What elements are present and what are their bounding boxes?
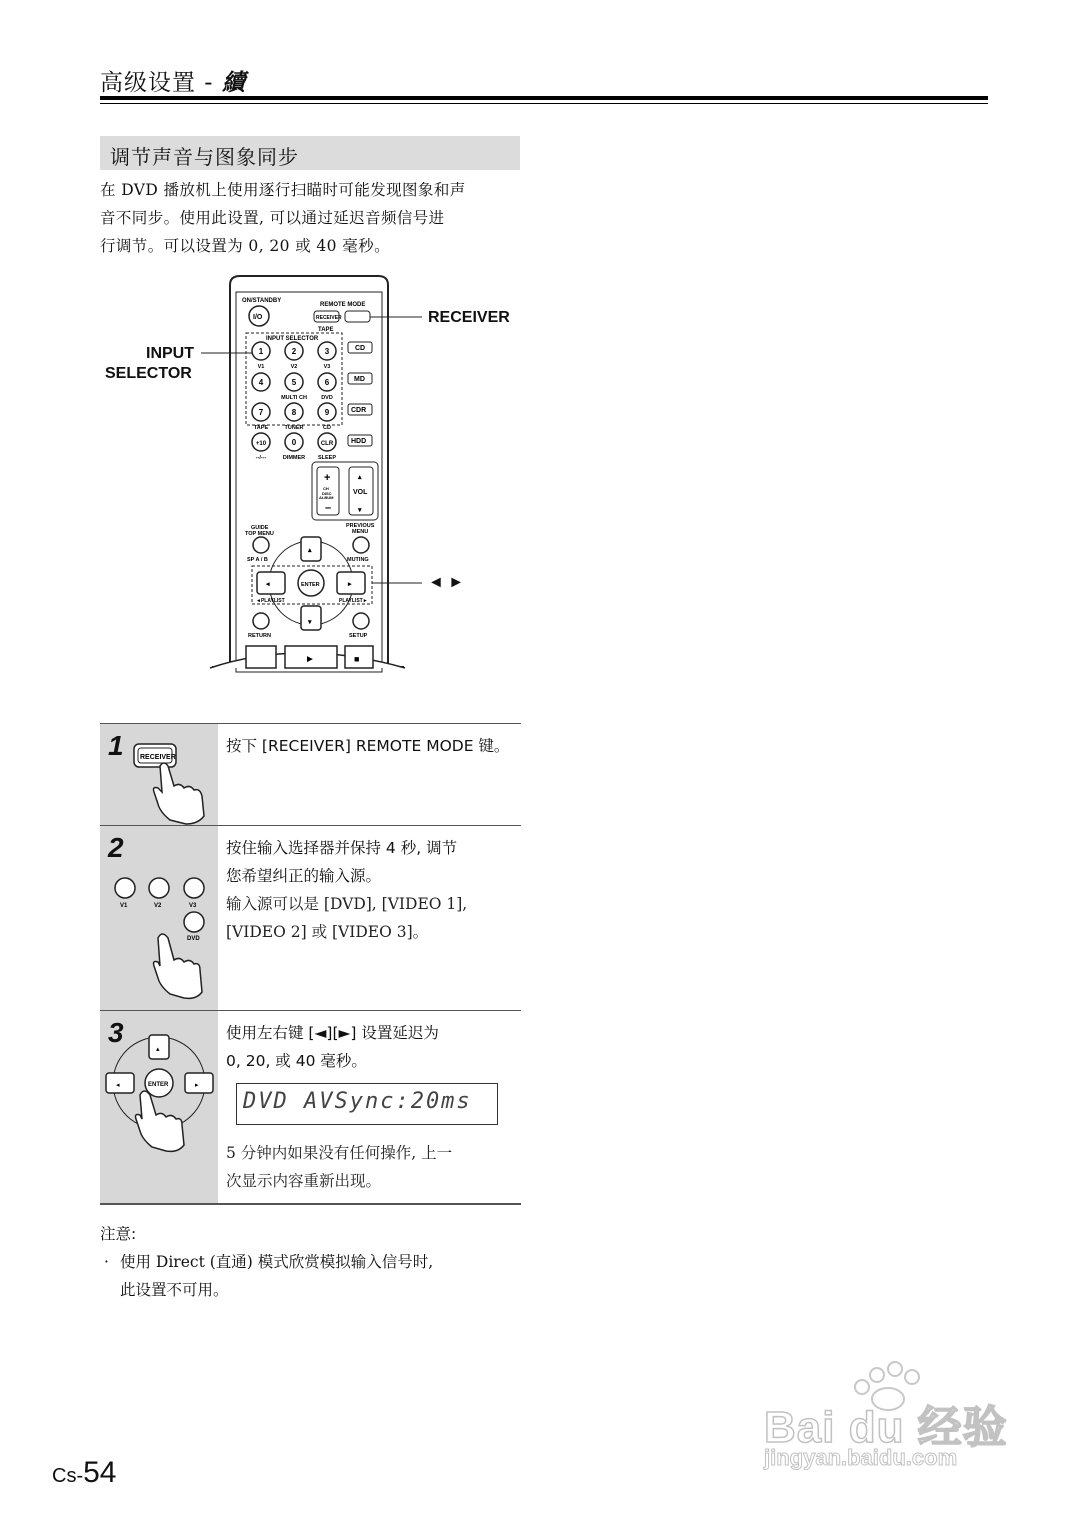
section-title: 调节声音与图象同步 bbox=[110, 145, 299, 169]
callout-selector: SELECTOR bbox=[105, 365, 192, 382]
numpad-sub-label: CD bbox=[323, 425, 331, 431]
down-btn bbox=[301, 606, 321, 630]
step-detail: 输入源可以是 [DVD], [VIDEO 1], bbox=[226, 895, 468, 913]
svg-text:GUIDE: GUIDE bbox=[251, 525, 269, 531]
svg-text:▾: ▾ bbox=[308, 619, 312, 626]
note-bullet: · bbox=[104, 1253, 109, 1271]
note-line: 使用 Direct (直通) 模式欣赏模拟输入信号时, bbox=[120, 1253, 434, 1271]
svg-text:ALBUM: ALBUM bbox=[319, 495, 334, 500]
numpad-button-label: +10 bbox=[255, 441, 267, 447]
step-2-text bbox=[226, 834, 516, 946]
intro-line: 行调节。可以设置为 0, 20 或 40 毫秒。 bbox=[100, 237, 390, 255]
dpad-press-icon bbox=[100, 1011, 218, 1204]
svg-text:▴: ▴ bbox=[308, 547, 312, 554]
numpad-button-label: 2 bbox=[291, 347, 297, 356]
step-instruction: 使用左右键 [◄][►] 设置延迟为 bbox=[226, 1024, 439, 1042]
cdr-btn-label: CDR bbox=[351, 407, 367, 414]
step-detail: [VIDEO 2] 或 [VIDEO 3]。 bbox=[226, 923, 429, 941]
page-number bbox=[52, 1456, 116, 1490]
steps-table bbox=[100, 723, 521, 1205]
numpad-button-label: 7 bbox=[258, 408, 264, 417]
svg-text:■: ■ bbox=[354, 654, 360, 664]
input-buttons-icon bbox=[100, 826, 218, 1011]
v2-label: V2 bbox=[154, 903, 162, 909]
numpad-sub-label: --/--- bbox=[255, 455, 267, 461]
numpad-button-label: 9 bbox=[324, 408, 330, 417]
svg-text:►: ► bbox=[305, 654, 315, 665]
left-btn bbox=[257, 572, 285, 594]
intro-line: 在 DVD 播放机上使用逐行扫瞄时可能发现图象和声 bbox=[100, 181, 466, 199]
numpad-button-label: 6 bbox=[324, 378, 330, 387]
setup-btn bbox=[353, 613, 369, 629]
muting-label: MUTING bbox=[347, 557, 369, 563]
sp-ab-label: SP A / B bbox=[247, 557, 268, 563]
vol-label: VOL bbox=[353, 489, 368, 496]
step-1-image bbox=[100, 724, 218, 826]
steps-bottom-rule bbox=[100, 1203, 521, 1205]
step-1-text bbox=[226, 732, 516, 760]
dvd-label: DVD bbox=[187, 936, 200, 942]
numpad-button-label: 3 bbox=[324, 347, 330, 356]
menu-label: MENU bbox=[352, 529, 369, 535]
svg-text:▴: ▴ bbox=[358, 474, 362, 481]
callout-input: INPUT bbox=[146, 345, 194, 362]
numpad-button-label: 5 bbox=[291, 378, 297, 387]
tape-mode-btn bbox=[345, 311, 370, 322]
intro-line: 音不同步。使用此设置, 可以通过延迟音频信号进 bbox=[100, 209, 445, 227]
step-3-note bbox=[226, 1139, 516, 1195]
remote-mode-label: REMOTE MODE bbox=[320, 302, 366, 308]
numpad-button-label: 1 bbox=[258, 347, 264, 356]
enter-label: ENTER bbox=[301, 582, 320, 588]
step-2-image bbox=[100, 826, 218, 1011]
hand-press-icon bbox=[100, 724, 218, 826]
callout-arrows: ◄ ► bbox=[428, 574, 465, 591]
numpad-button-label: CLR bbox=[320, 441, 334, 447]
v3-label: V3 bbox=[189, 903, 197, 909]
input-selector-label: INPUT SELECTOR bbox=[266, 336, 319, 342]
numpad-button-label: 8 bbox=[291, 408, 297, 417]
md-btn-label: MD bbox=[354, 376, 365, 383]
step-3-image bbox=[100, 1011, 218, 1204]
header-title: 高级设置 - bbox=[100, 70, 214, 96]
step-instruction: 0, 20, 或 40 毫秒。 bbox=[226, 1052, 367, 1070]
display-readout: DVD AVSync:20ms bbox=[243, 1089, 472, 1114]
receiver-btn-label: RECEIVER bbox=[140, 754, 176, 761]
header-continued: 續 bbox=[221, 70, 246, 96]
watermark bbox=[760, 1355, 1020, 1485]
watermark-brand: Bai du 经验 bbox=[764, 1403, 1008, 1452]
numpad-sub-label: V3 bbox=[323, 364, 331, 370]
page-value: 54 bbox=[83, 1456, 117, 1489]
numpad-button-label: 4 bbox=[258, 378, 264, 387]
numpad-sub-label: MULTI CH bbox=[281, 395, 307, 401]
hdd-btn-label: HDD bbox=[351, 438, 367, 445]
numpad-button-label: 0 bbox=[291, 438, 297, 447]
transport-btn bbox=[246, 646, 276, 668]
step-2 bbox=[100, 825, 521, 1011]
ch-label: CH bbox=[323, 486, 329, 491]
svg-text:▾: ▾ bbox=[358, 507, 362, 514]
svg-text:DISC: DISC bbox=[322, 491, 332, 496]
step-detail: 5 分钟内如果没有任何操作, 上一 bbox=[226, 1144, 453, 1162]
step-number: 2 bbox=[108, 832, 124, 863]
svg-text:▴: ▴ bbox=[156, 1046, 160, 1053]
svg-text:–: – bbox=[325, 502, 332, 514]
step-3-text bbox=[226, 1019, 516, 1075]
numpad-sub-label: DIMMER bbox=[282, 455, 306, 461]
step-instruction: 按住输入选择器并保持 4 秒, 调节 bbox=[226, 839, 458, 857]
receiver-btn-label: RECEIVER bbox=[316, 315, 342, 321]
menu-btn bbox=[353, 537, 369, 553]
callout-receiver: RECEIVER bbox=[428, 309, 510, 326]
numpad-sub-label: TUNER bbox=[284, 425, 304, 431]
on-standby-label: ON/STANDBY bbox=[242, 298, 282, 304]
power-glyph: I/O bbox=[253, 314, 263, 321]
svg-text:◂: ◂ bbox=[266, 581, 270, 588]
step-instruction: 您希望纠正的输入源。 bbox=[226, 867, 382, 885]
note-title: 注意: bbox=[100, 1225, 137, 1243]
numpad-sub-label: TAPE bbox=[253, 425, 269, 431]
enter-label: ENTER bbox=[148, 1082, 169, 1088]
numpad-sub-label: V2 bbox=[290, 364, 298, 370]
return-btn bbox=[253, 613, 269, 629]
svg-text:PREVIOUS: PREVIOUS bbox=[346, 523, 375, 529]
step-number: 1 bbox=[108, 730, 124, 761]
cd-btn-label: CD bbox=[355, 345, 366, 352]
v1-label: V1 bbox=[120, 903, 128, 909]
page-prefix: Cs- bbox=[52, 1465, 84, 1487]
setup-label: SETUP bbox=[349, 633, 368, 639]
numpad-sub-label: SLEEP bbox=[317, 455, 337, 461]
playlist-left: ◄PLAYLIST bbox=[256, 598, 285, 604]
note-item bbox=[104, 1248, 524, 1304]
top-menu-label: TOP MENU bbox=[245, 531, 274, 537]
top-menu-btn bbox=[253, 537, 269, 553]
tape-label: TAPE bbox=[318, 327, 334, 333]
note-line: 此设置不可用。 bbox=[120, 1281, 229, 1299]
step-detail: 次显示内容重新出现。 bbox=[226, 1172, 382, 1190]
step-instruction: 按下 [RECEIVER] REMOTE MODE 键。 bbox=[226, 737, 510, 755]
numpad-sub-label: DVD bbox=[321, 395, 333, 401]
svg-text:▸: ▸ bbox=[195, 1082, 199, 1089]
display-panel bbox=[236, 1083, 498, 1125]
numpad-sub-label: V1 bbox=[257, 364, 265, 370]
watermark-url: jingyan.baidu.com bbox=[764, 1445, 958, 1470]
svg-text:◂: ◂ bbox=[116, 1082, 120, 1089]
playlist-right: PLAYLIST► bbox=[339, 598, 368, 604]
step-number: 3 bbox=[108, 1017, 124, 1048]
step-1 bbox=[100, 723, 521, 826]
svg-text:+: + bbox=[324, 472, 331, 484]
svg-text:▸: ▸ bbox=[348, 581, 352, 588]
step-3 bbox=[100, 1010, 521, 1204]
return-label: RETURN bbox=[248, 633, 271, 639]
